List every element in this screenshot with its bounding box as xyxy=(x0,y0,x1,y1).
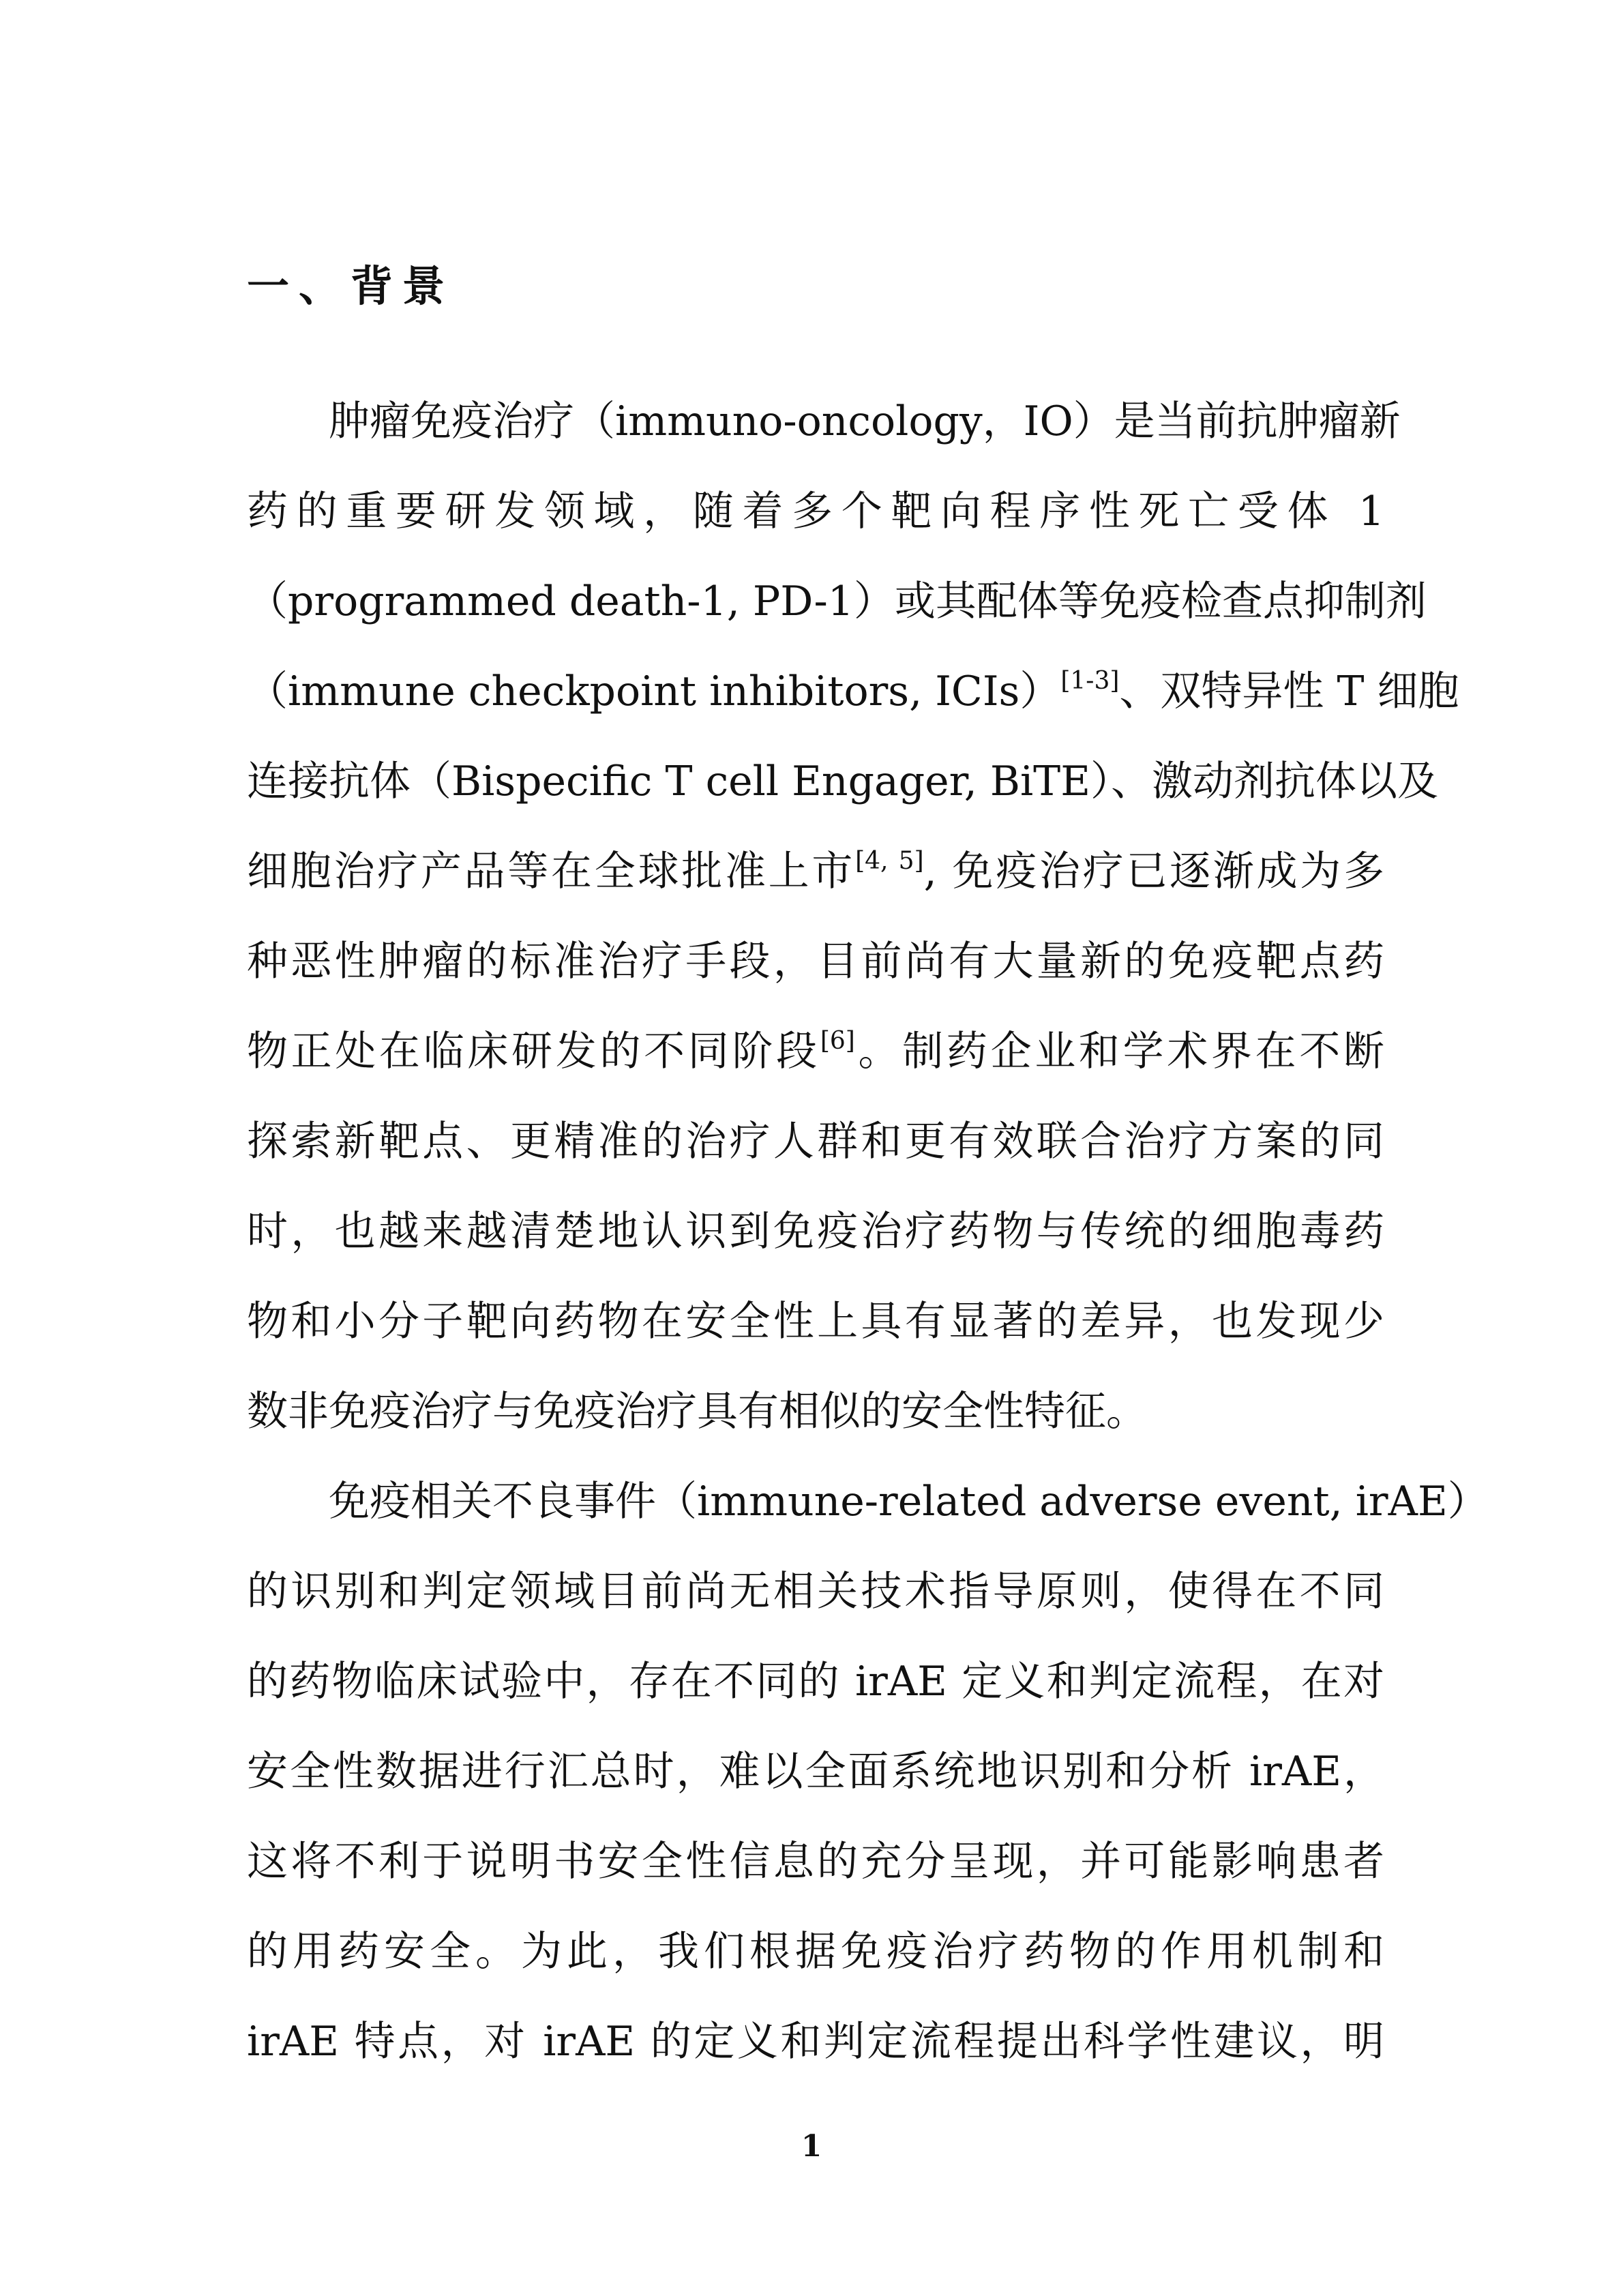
line-text: 、双特异性 T 细胞 xyxy=(1119,668,1459,715)
citation-reference: [6] xyxy=(820,1027,855,1055)
line-text: 细胞治疗产品等在全球批准上市 xyxy=(247,848,856,895)
page-number: 1 xyxy=(801,2129,822,2164)
paragraph-line xyxy=(247,826,1384,916)
paragraph-line: 药的重要研发领域，随着多个靶向程序性死亡受体 1 xyxy=(247,488,1384,535)
paragraph-line: 免疫相关不良事件（immune-related adverse event, irAE） xyxy=(247,1478,1489,1525)
paragraph-line: 安全性数据进行汇总时，难以全面系统地识别和分析 irAE， xyxy=(247,1748,1384,1795)
paragraph-line: 数非免疫治疗与免疫治疗具有相似的安全性特征。 xyxy=(247,1388,1147,1435)
paragraph-line xyxy=(247,646,1459,736)
paragraph-line: 时，也越来越清楚地认识到免疫治疗药物与传统的细胞毒药 xyxy=(247,1208,1384,1255)
line-text: 物正处在临床研发的不同阶段 xyxy=(247,1028,820,1075)
paragraph-line: 的药物临床试验中，存在不同的 irAE 定义和判定流程，在对 xyxy=(247,1658,1384,1705)
paragraph-line: 探索新靶点、更精准的治疗人群和更有效联合治疗方案的同 xyxy=(247,1118,1384,1165)
citation-reference: [1-3] xyxy=(1060,667,1120,695)
line-text: （immune checkpoint inhibitors, ICIs） xyxy=(247,668,1061,715)
paragraph-line: 的用药安全。为此，我们根据免疫治疗药物的作用机制和 xyxy=(247,1928,1384,1976)
paragraph-line: 肿瘤免疫治疗（immuno-oncology，IO）是当前抗肿瘤新 xyxy=(247,398,1401,445)
paragraph-line: 的识别和判定领域目前尚无相关技术指导原则，使得在不同 xyxy=(247,1568,1384,1615)
citation-reference: [4, 5] xyxy=(855,847,924,875)
paragraph-line: 种恶性肿瘤的标准治疗手段，目前尚有大量新的免疫靶点药 xyxy=(247,938,1384,985)
paragraph-line: 物和小分子靶向药物在安全性上具有显著的差异，也发现少 xyxy=(247,1298,1384,1345)
line-text: 。制药企业和学术界在不断 xyxy=(854,1028,1385,1075)
paragraph-line: 这将不利于说明书安全性信息的充分呈现，并可能影响患者 xyxy=(247,1838,1384,1885)
section-heading: 一、背景 xyxy=(247,261,455,311)
paragraph-line xyxy=(247,1007,1384,1097)
line-text: , 免疫治疗已逐渐成为多 xyxy=(923,848,1384,895)
paragraph-line: irAE 特点，对 irAE 的定义和判定流程提出科学性建议，明 xyxy=(247,2018,1384,2066)
paragraph-line: 连接抗体（Bispecific T cell Engager, BiTE）、激动剂抗体以及 xyxy=(247,758,1439,805)
paragraph-line: （programmed death-1, PD-1）或其配体等免疫检查点抑制剂 xyxy=(247,578,1427,625)
